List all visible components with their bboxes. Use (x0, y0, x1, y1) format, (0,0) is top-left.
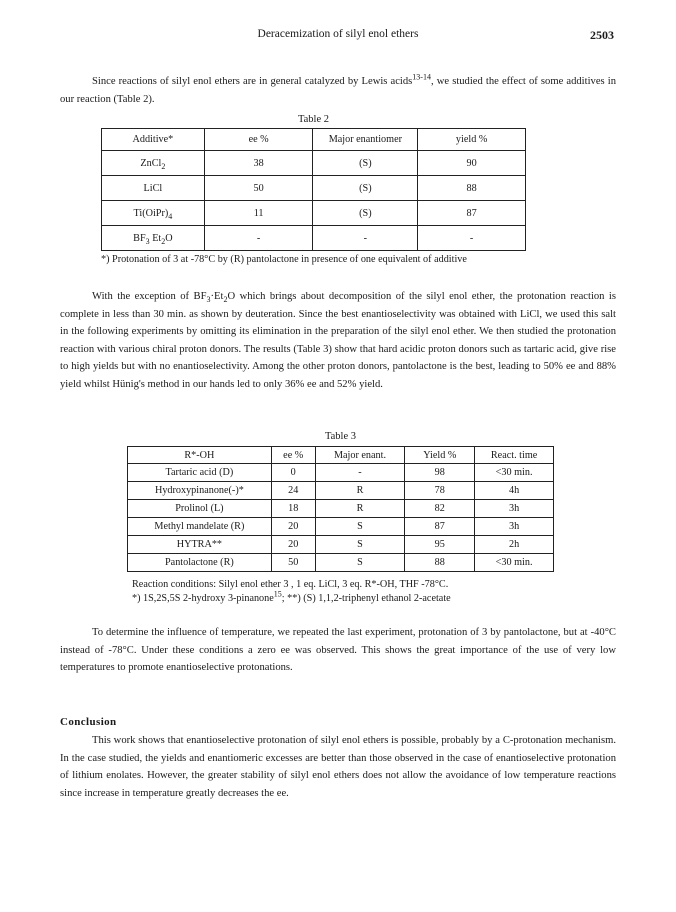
time-cell: <30 min. (475, 554, 554, 572)
time-cell: 3h (475, 518, 554, 536)
donor-cell: Pantolactone (R) (128, 554, 272, 572)
yield-cell: 90 (418, 151, 526, 176)
time-cell: 4h (475, 482, 554, 500)
table3-header-row (128, 447, 554, 464)
table2-header-row (102, 129, 526, 151)
yield-cell: 78 (405, 482, 475, 500)
table3-header-cell: React. time (475, 447, 554, 464)
table2-footnote: *) Protonation of 3 at -78°C by (R) pantolactone in presence of one equivalent of additive (101, 254, 467, 265)
major-cell: R (315, 500, 405, 518)
table-row (128, 482, 554, 500)
table2-header-cell: ee % (204, 129, 313, 151)
table2-header-cell: Additive* (102, 129, 205, 151)
conclusion-heading: Conclusion (60, 716, 117, 728)
table-row (102, 201, 526, 226)
yield-cell: 82 (405, 500, 475, 518)
reference-superscript: 13-14 (412, 72, 431, 82)
table2-header-cell: Major enantiomer (313, 129, 418, 151)
table3-footnote: *) 1S,2S,5S 2-hydroxy 3-pinanone$^{15}$; **) (S) 1,1,2-triphenyl ethanol 2-acetate (132, 589, 451, 604)
ee-cell: - (204, 226, 313, 251)
reference-superscript: 15 (273, 589, 282, 599)
major-cell: - (315, 464, 405, 482)
table3 (127, 446, 554, 572)
table-row (102, 176, 526, 201)
ee-cell: 24 (271, 482, 315, 500)
table3-header-cell: Yield % (405, 447, 475, 464)
major-cell: (S) (313, 201, 418, 226)
table2 (101, 128, 526, 251)
ee-cell: 50 (271, 554, 315, 572)
donor-cell: Tartaric acid (D) (128, 464, 272, 482)
ee-cell: 11 (204, 201, 313, 226)
time-cell: 3h (475, 500, 554, 518)
conclusion-paragraph: This work shows that enantioselective protonation of silyl enol ethers is possible, probably by a C-protonation mechanism. In the case studied, the yields and enantiomeric excesses are better than those observed in the case of enantioselective protonation of lithium enolates. However, the greater stability of silyl enol ethers does not allow the avoidance of low temperature reactions since increase in temperature greatly decreases the ee. (60, 735, 616, 799)
running-title: Deracemization of silyl enol ethers (257, 28, 419, 40)
yield-cell: 98 (405, 464, 475, 482)
page-number: 2503 (590, 28, 614, 42)
yield-cell: - (418, 226, 526, 251)
table-row (128, 500, 554, 518)
major-cell: - (313, 226, 418, 251)
donor-cell: Prolinol (L) (128, 500, 272, 518)
table-row (102, 226, 526, 251)
ee-cell: 50 (204, 176, 313, 201)
major-cell: S (315, 518, 405, 536)
yield-cell: 88 (418, 176, 526, 201)
time-cell: <30 min. (475, 464, 554, 482)
donor-cell: HYTRA** (128, 536, 272, 554)
additive-cell: $BF_3$ $Et_2O$ (102, 226, 205, 251)
donor-cell: Methyl mandelate (R) (128, 518, 272, 536)
temperature-paragraph: To determine the influence of temperature, we repeated the last experiment, protonation of 3 by pantolactone, but at -40°C instead of -78°C. Under these conditions a zero ee was observed. This shows the great importance of the use of very low temperatures to promote enantioselective protonations. (60, 627, 616, 673)
time-cell: 2h (475, 536, 554, 554)
additive-cell: $Ti(OiPr)_4$ (102, 201, 205, 226)
major-cell: (S) (313, 176, 418, 201)
results-paragraph: With the exception of $BF_3\cdot Et_2O$ which brings about decomposition of the silyl enol ether, the protonation reaction is complete in less than 30 min. as shown by deuteration. Since the best enantioselectivity was obtained with LiCl, we used this salt in the following experiments by omitting its elimination in the preparation of the silyl enol ether. We then studied the protonation reaction with various chiral proton donors. The results (Table 3) show that hard acidic proton donors such as tartaric acid, give rise to high yields but with no enantioselectivity. Among the other proton donors, pantolactone is the best, leading to 50% ee and 88% yield whilst Hünig's method in our hands led to only 36% ee and 52% yield. (60, 291, 617, 390)
table3-header-cell: Major enant. (315, 447, 405, 464)
major-cell: R (315, 482, 405, 500)
donor-cell: Hydroxypinanone(-)* (128, 482, 272, 500)
yield-cell: 87 (405, 518, 475, 536)
additive-cell: LiCl (102, 176, 205, 201)
table3-caption: Table 3 (324, 431, 357, 442)
table-row (128, 554, 554, 572)
ee-cell: 20 (271, 518, 315, 536)
table-row (128, 518, 554, 536)
table3-conditions: Reaction conditions: Silyl enol ether 3 , 1 eq. LiCl, 3 eq. R*-OH, THF -78°C. (132, 579, 449, 590)
major-cell: (S) (313, 151, 418, 176)
yield-cell: 87 (418, 201, 526, 226)
major-cell: S (315, 536, 405, 554)
ee-cell: 18 (271, 500, 315, 518)
ee-cell: 38 (204, 151, 313, 176)
table3-header-cell: ee % (271, 447, 315, 464)
yield-cell: 88 (405, 554, 475, 572)
additive-cell: ZnCl$_2$ (102, 151, 205, 176)
ee-cell: 20 (271, 536, 315, 554)
table-row (128, 464, 554, 482)
table-row (102, 151, 526, 176)
table2-header-cell: yield % (418, 129, 526, 151)
yield-cell: 95 (405, 536, 475, 554)
ee-cell: 0 (271, 464, 315, 482)
table3-header-cell: R*-OH (128, 447, 272, 464)
intro-paragraph: Since reactions of silyl enol ethers are in general catalyzed by Lewis acids$^{13-14}$, we studied the effect of some additives in our reaction (Table 2). (60, 72, 616, 105)
major-cell: S (315, 554, 405, 572)
table2-caption: Table 2 (297, 114, 330, 125)
table-row (128, 536, 554, 554)
